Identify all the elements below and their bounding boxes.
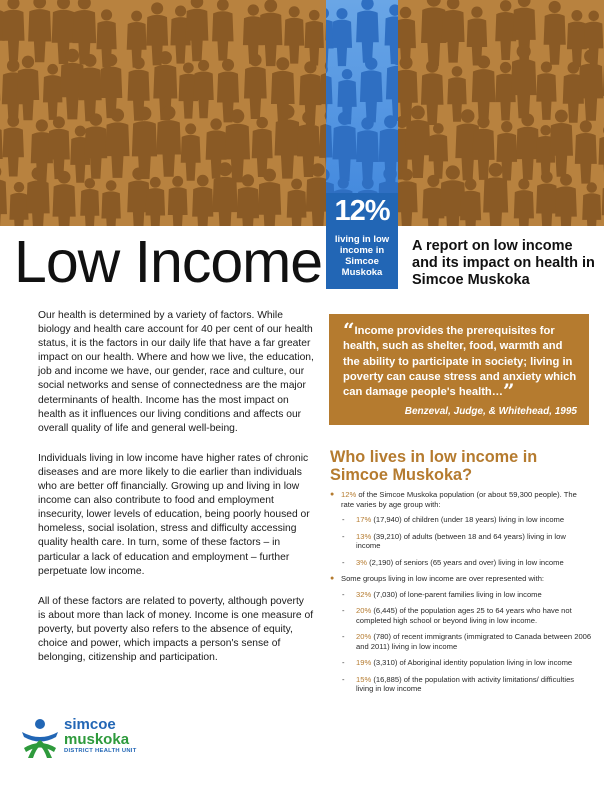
list-item (330, 558, 592, 568)
people-figure-icon (20, 718, 60, 762)
quote-text (343, 318, 577, 404)
logo-simcoe: simcoe (64, 716, 116, 733)
page-title: Low Income (14, 229, 323, 295)
stats-list (330, 490, 592, 701)
person-silhouette (284, 6, 304, 63)
person-silhouette (84, 113, 107, 178)
quote-source: Benzeval, Judge, & Whitehead, 1995 (404, 406, 577, 418)
stat-percent: 20% (356, 632, 372, 641)
person-silhouette (101, 180, 120, 226)
person-silhouette (244, 54, 267, 119)
person-silhouette (258, 169, 281, 226)
person-silhouette (516, 114, 539, 180)
person-silhouette (326, 110, 332, 180)
body-paragraph: All of these factors are related to poverty, although poverty is about more than lack of money. Income is one measure of poverty, but poverty also refers to the absence of equity, choice and power, which impacts a person's sense of belonging, citizenship and participation. (38, 595, 314, 664)
person-silhouette (421, 60, 444, 125)
stat-text: (7,030) of lone-parent families living in low income (371, 589, 542, 599)
person-silhouette (193, 60, 213, 118)
person-silhouette (575, 120, 597, 183)
stat-text: of the Simcoe Muskoka population (or about 59,300 people). The rate varies by age group with: (341, 490, 577, 509)
person-silhouette (356, 117, 379, 182)
person-silhouette (0, 165, 7, 226)
person-silhouette (192, 175, 213, 226)
stat-percent: 3% (356, 557, 367, 567)
person-silhouette (287, 179, 307, 226)
person-silhouette (582, 182, 601, 226)
stat-text: (6,445) of the population ages 25 to 64 years who have not completed high school or beyond living in low income. (356, 606, 572, 625)
person-silhouette (28, 0, 51, 62)
person-silhouette (305, 10, 324, 66)
person-silhouette (360, 57, 383, 122)
crowd-banner (0, 0, 604, 226)
list-item (330, 515, 592, 525)
stat-text: (780) of recent immigrants (immigrated to Canada between 2006 and 2011) living in low income (356, 632, 592, 651)
person-silhouette (3, 115, 24, 176)
page-subtitle: A report on low income and its impact on health in Simcoe Muskoka (412, 238, 595, 288)
person-silhouette (332, 8, 352, 66)
person-silhouette (186, 0, 209, 61)
crowd-silhouettes (0, 0, 604, 226)
person-silhouette (17, 56, 39, 121)
person-silhouette (212, 0, 233, 61)
person-silhouette (105, 108, 129, 177)
person-silhouette (48, 116, 70, 179)
body-text (38, 309, 314, 681)
stat-percent: 19% (356, 658, 372, 667)
list-item (330, 574, 592, 584)
body-paragraph: Individuals living in low income have higher rates of chronic diseases and are more likely to die earlier than individuals who are better off financially. Growing up and living in low income can also contribute to food and employment insecurity, lower levels of education, being poorly housed or homeless, social isolation, stress and difficulty accessing quality health care. In turn, some of these factors – in particular a lack of education and employment – further perpetuate low income. (38, 452, 310, 577)
list-item (330, 490, 592, 509)
person-silhouette (356, 0, 379, 63)
person-silhouette (326, 64, 332, 123)
person-silhouette (80, 178, 99, 226)
person-silhouette (9, 182, 28, 226)
list-item (330, 675, 592, 694)
person-silhouette (511, 44, 537, 118)
stat-percent: 32% (356, 589, 372, 599)
person-silhouette (544, 1, 566, 65)
person-silhouette (2, 0, 24, 61)
person-silhouette (555, 174, 577, 226)
close-quote-icon: ” (502, 379, 515, 404)
person-silhouette (472, 56, 496, 124)
person-silhouette (333, 112, 357, 181)
list-item (330, 632, 592, 651)
stat-text: (3,310) of Aboriginal identity population living in low income (371, 658, 573, 667)
person-silhouette (598, 125, 604, 183)
person-silhouette (442, 0, 465, 63)
person-silhouette (495, 0, 516, 60)
person-silhouette (156, 106, 181, 177)
stat-percent: 17% (356, 515, 372, 524)
list-item (330, 658, 592, 668)
stat-percent: 15% (356, 674, 372, 684)
list-item (330, 606, 592, 625)
list-item (330, 532, 592, 551)
person-silhouette (43, 64, 62, 120)
person-silhouette (536, 171, 557, 226)
stat-text: (2,190) of seniors (65 years and over) living in low income (366, 557, 564, 567)
list-item (330, 590, 592, 600)
stat-text: (16,885) of the population with activity limitations/ difficulties living in low income (356, 674, 575, 693)
person-silhouette (259, 0, 282, 66)
stat-text: (17,940) of children (under 18 years) living in low income (371, 515, 565, 524)
person-silhouette (514, 179, 534, 226)
person-silhouette (578, 49, 603, 120)
simcoe-muskoka-logo (20, 718, 160, 762)
person-silhouette (536, 62, 556, 120)
logo-subtitle: DISTRICT HEALTH UNIT (64, 748, 137, 754)
person-silhouette (567, 10, 587, 67)
stat-text: (39,210) of adults (between 18 and 64 years) living in low income (356, 531, 566, 550)
quote-body: Income provides the prerequisites for health, such as shelter, food, warmth and the ability to participate in society; living in poverty can cause stress and anxiety which can damage people's health… (343, 325, 577, 399)
body-paragraph: Our health is determined by a variety of factors. While biology and health care account for 40 per cent of our health status, it is the factors in our daily life that have a far greater impact on our health. Where and how we live, the education, job and income we have, our gender, race and culture, our social networks and sense of connectedness are the major determinants of health. Income has the most impact on health as it influences our living conditions and affects our overall quality of life and general well-being. (38, 310, 314, 434)
stat-value: 12% (334, 195, 390, 227)
logo-text (64, 718, 137, 754)
person-silhouette (429, 123, 448, 179)
person-silhouette (168, 176, 188, 226)
stat-percent: 13% (356, 531, 372, 541)
stat-text: Some groups living in low income are over represented with: (341, 574, 545, 583)
person-silhouette (252, 117, 273, 177)
quote-box (329, 314, 589, 425)
stat-percent: 20% (356, 606, 372, 615)
stat-box (326, 193, 398, 289)
stat-percent: 12% (341, 490, 357, 499)
section-heading: Who lives in low income in Simcoe Muskoka? (330, 448, 538, 484)
logo-muskoka: muskoka (64, 731, 130, 748)
person-silhouette (181, 123, 201, 180)
stat-label: living in low income in Simcoe Muskoka (334, 234, 390, 278)
open-quote-icon: “ (343, 318, 355, 342)
